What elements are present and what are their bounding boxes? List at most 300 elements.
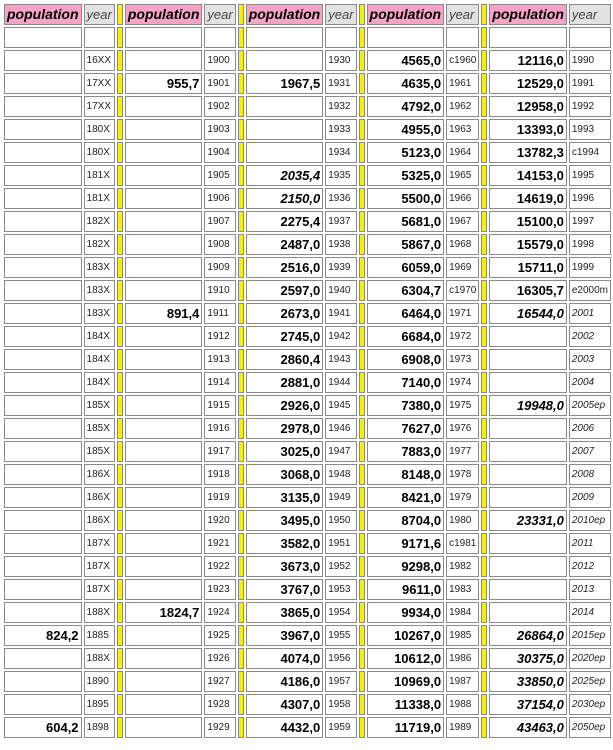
population-cell — [4, 671, 82, 692]
population-cell — [125, 648, 203, 669]
year-cell: 1940 — [325, 280, 356, 301]
year-cell: 183X — [84, 280, 115, 301]
column-separator — [359, 418, 365, 439]
population-cell: 2978,0 — [246, 418, 324, 439]
population-cell — [4, 280, 82, 301]
column-separator — [238, 349, 244, 370]
year-cell — [325, 27, 356, 48]
header-year-3: year — [325, 4, 356, 25]
population-cell: 8148,0 — [367, 464, 445, 485]
year-cell — [446, 27, 479, 48]
column-separator — [359, 50, 365, 71]
year-cell: 2030ep — [569, 694, 611, 715]
year-cell: 2015ep — [569, 625, 611, 646]
header-population-2: population — [125, 4, 203, 25]
table-row — [4, 487, 611, 508]
column-separator — [117, 556, 123, 577]
population-cell — [489, 579, 567, 600]
table-row — [4, 165, 611, 186]
table-row — [4, 648, 611, 669]
header-year-4: year — [446, 4, 479, 25]
column-separator — [359, 556, 365, 577]
year-cell: 1901 — [204, 73, 235, 94]
population-cell — [4, 648, 82, 669]
column-separator — [117, 257, 123, 278]
year-cell: 181X — [84, 188, 115, 209]
year-cell: 1933 — [325, 119, 356, 140]
year-cell: c1981 — [446, 533, 479, 554]
population-cell — [4, 96, 82, 117]
year-cell: 1967 — [446, 211, 479, 232]
column-separator — [117, 464, 123, 485]
column-separator — [117, 533, 123, 554]
population-cell: 2035,4 — [246, 165, 324, 186]
column-separator — [238, 717, 244, 738]
column-separator — [359, 326, 365, 347]
population-cell: 15711,0 — [489, 257, 567, 278]
column-separator — [359, 694, 365, 715]
population-cell — [4, 27, 82, 48]
population-cell — [125, 349, 203, 370]
year-cell: 1975 — [446, 395, 479, 416]
year-cell: 1991 — [569, 73, 611, 94]
population-cell: 2487,0 — [246, 234, 324, 255]
year-cell: 182X — [84, 234, 115, 255]
column-separator — [117, 395, 123, 416]
year-cell: 1966 — [446, 188, 479, 209]
column-separator — [481, 395, 487, 416]
population-cell — [367, 27, 445, 48]
population-cell — [489, 533, 567, 554]
population-cell — [4, 510, 82, 531]
population-cell: 1967,5 — [246, 73, 324, 94]
population-cell — [125, 119, 203, 140]
year-cell: 2013 — [569, 579, 611, 600]
column-separator — [481, 142, 487, 163]
year-cell: 1953 — [325, 579, 356, 600]
header-population-4: population — [367, 4, 445, 25]
column-separator — [359, 372, 365, 393]
year-cell: 1943 — [325, 349, 356, 370]
column-separator — [238, 464, 244, 485]
column-separator — [481, 326, 487, 347]
population-cell: 13393,0 — [489, 119, 567, 140]
population-cell: 26864,0 — [489, 625, 567, 646]
year-cell: 1961 — [446, 73, 479, 94]
population-cell: 891,4 — [125, 303, 203, 324]
header-year-1: year — [84, 4, 115, 25]
table-row — [4, 234, 611, 255]
table-row — [4, 73, 611, 94]
table-row — [4, 303, 611, 324]
column-separator — [117, 142, 123, 163]
population-cell: 12958,0 — [489, 96, 567, 117]
column-separator — [238, 556, 244, 577]
population-cell — [489, 556, 567, 577]
column-separator — [359, 441, 365, 462]
population-cell — [125, 464, 203, 485]
population-cell: 14153,0 — [489, 165, 567, 186]
column-separator — [238, 602, 244, 623]
column-separator — [481, 602, 487, 623]
column-separator — [117, 625, 123, 646]
column-separator — [359, 579, 365, 600]
column-separator — [359, 510, 365, 531]
year-cell: 1995 — [569, 165, 611, 186]
year-cell: 1909 — [204, 257, 235, 278]
column-separator — [481, 73, 487, 94]
column-separator — [481, 211, 487, 232]
column-separator — [117, 372, 123, 393]
population-cell: 23331,0 — [489, 510, 567, 531]
population-cell — [4, 234, 82, 255]
population-cell — [4, 579, 82, 600]
population-cell: 824,2 — [4, 625, 82, 646]
column-separator — [481, 648, 487, 669]
population-cell — [4, 395, 82, 416]
year-cell: 188X — [84, 602, 115, 623]
column-separator — [481, 349, 487, 370]
column-separator — [359, 625, 365, 646]
table-row — [4, 694, 611, 715]
year-cell: 1935 — [325, 165, 356, 186]
population-cell: 5867,0 — [367, 234, 445, 255]
year-cell: 1902 — [204, 96, 235, 117]
column-separator — [117, 648, 123, 669]
population-cell — [125, 395, 203, 416]
population-cell — [125, 510, 203, 531]
year-cell: 1982 — [446, 556, 479, 577]
column-separator — [481, 441, 487, 462]
year-cell: 1999 — [569, 257, 611, 278]
column-separator — [238, 671, 244, 692]
column-separator — [238, 625, 244, 646]
column-separator — [359, 349, 365, 370]
population-cell: 30375,0 — [489, 648, 567, 669]
population-cell: 8704,0 — [367, 510, 445, 531]
population-cell: 5681,0 — [367, 211, 445, 232]
population-cell — [125, 533, 203, 554]
column-separator — [117, 165, 123, 186]
year-cell: 1957 — [325, 671, 356, 692]
year-cell: 1927 — [204, 671, 235, 692]
column-separator — [117, 349, 123, 370]
year-cell: 184X — [84, 372, 115, 393]
year-cell: 183X — [84, 257, 115, 278]
population-cell: 2150,0 — [246, 188, 324, 209]
population-cell: 5500,0 — [367, 188, 445, 209]
year-cell: 187X — [84, 579, 115, 600]
population-cell: 4186,0 — [246, 671, 324, 692]
population-cell — [4, 303, 82, 324]
column-separator — [238, 73, 244, 94]
population-cell: 12116,0 — [489, 50, 567, 71]
population-cell: 4432,0 — [246, 717, 324, 738]
column-separator — [359, 280, 365, 301]
column-separator — [117, 694, 123, 715]
table-row — [4, 50, 611, 71]
year-cell: 1898 — [84, 717, 115, 738]
column-separator — [117, 73, 123, 94]
year-cell: 2001 — [569, 303, 611, 324]
year-cell: 1912 — [204, 326, 235, 347]
column-separator — [238, 694, 244, 715]
column-separator — [359, 234, 365, 255]
year-cell: 1934 — [325, 142, 356, 163]
population-cell: 3865,0 — [246, 602, 324, 623]
column-separator — [481, 717, 487, 738]
population-cell — [125, 579, 203, 600]
population-cell — [125, 717, 203, 738]
population-cell: 3135,0 — [246, 487, 324, 508]
population-cell — [4, 326, 82, 347]
year-cell: 1938 — [325, 234, 356, 255]
population-cell — [246, 50, 324, 71]
year-cell: 1962 — [446, 96, 479, 117]
population-cell — [246, 119, 324, 140]
table-row — [4, 211, 611, 232]
table-row — [4, 349, 611, 370]
population-cell: 2745,0 — [246, 326, 324, 347]
population-cell — [125, 50, 203, 71]
population-cell: 4792,0 — [367, 96, 445, 117]
year-cell: 1987 — [446, 671, 479, 692]
column-separator — [238, 27, 244, 48]
population-cell — [489, 441, 567, 462]
table-row — [4, 625, 611, 646]
year-cell: 181X — [84, 165, 115, 186]
population-cell — [125, 372, 203, 393]
table-row — [4, 602, 611, 623]
year-cell: 1954 — [325, 602, 356, 623]
population-cell: 7627,0 — [367, 418, 445, 439]
population-cell — [125, 234, 203, 255]
column-separator — [359, 27, 365, 48]
year-cell: 2005ep — [569, 395, 611, 416]
population-cell: 10612,0 — [367, 648, 445, 669]
column-separator — [238, 4, 244, 25]
population-cell: 5325,0 — [367, 165, 445, 186]
year-cell: 1930 — [325, 50, 356, 71]
population-cell — [489, 487, 567, 508]
column-separator — [359, 533, 365, 554]
population-cell — [489, 349, 567, 370]
column-separator — [117, 671, 123, 692]
year-cell: 2003 — [569, 349, 611, 370]
year-cell: 1996 — [569, 188, 611, 209]
year-cell: 2008 — [569, 464, 611, 485]
column-separator — [117, 119, 123, 140]
population-cell — [489, 464, 567, 485]
population-cell: 8421,0 — [367, 487, 445, 508]
column-separator — [238, 303, 244, 324]
year-cell: 186X — [84, 487, 115, 508]
table-row — [4, 395, 611, 416]
population-cell — [125, 142, 203, 163]
column-separator — [238, 234, 244, 255]
year-cell: 1974 — [446, 372, 479, 393]
population-cell: 12529,0 — [489, 73, 567, 94]
year-cell: 1993 — [569, 119, 611, 140]
table-row — [4, 464, 611, 485]
year-cell: 1945 — [325, 395, 356, 416]
column-separator — [238, 326, 244, 347]
year-cell: 1895 — [84, 694, 115, 715]
year-cell: 1928 — [204, 694, 235, 715]
year-cell: 1955 — [325, 625, 356, 646]
column-separator — [359, 257, 365, 278]
population-cell: 2516,0 — [246, 257, 324, 278]
column-separator — [238, 372, 244, 393]
table-row — [4, 441, 611, 462]
population-cell — [4, 533, 82, 554]
year-cell: 1918 — [204, 464, 235, 485]
population-cell: 2275,4 — [246, 211, 324, 232]
population-cell — [125, 671, 203, 692]
table-row — [4, 119, 611, 140]
population-cell: 7883,0 — [367, 441, 445, 462]
year-cell — [569, 27, 611, 48]
column-separator — [359, 464, 365, 485]
population-cell — [125, 188, 203, 209]
year-cell: 1947 — [325, 441, 356, 462]
year-cell: 2002 — [569, 326, 611, 347]
year-cell: 2014 — [569, 602, 611, 623]
year-cell: 1917 — [204, 441, 235, 462]
column-separator — [238, 142, 244, 163]
column-separator — [359, 142, 365, 163]
year-cell — [204, 27, 235, 48]
year-cell: 1989 — [446, 717, 479, 738]
column-separator — [117, 579, 123, 600]
year-cell: 1971 — [446, 303, 479, 324]
year-cell: 1915 — [204, 395, 235, 416]
column-separator — [481, 694, 487, 715]
year-cell: 1973 — [446, 349, 479, 370]
population-cell: 6684,0 — [367, 326, 445, 347]
table-row — [4, 188, 611, 209]
year-cell — [84, 27, 115, 48]
header-year-2: year — [204, 4, 235, 25]
population-cell: 43463,0 — [489, 717, 567, 738]
year-cell: 2006 — [569, 418, 611, 439]
column-separator — [359, 671, 365, 692]
population-cell — [4, 349, 82, 370]
year-cell: 1976 — [446, 418, 479, 439]
column-separator — [238, 418, 244, 439]
year-cell: 2009 — [569, 487, 611, 508]
column-separator — [359, 165, 365, 186]
population-cell — [489, 418, 567, 439]
population-cell: 33850,0 — [489, 671, 567, 692]
column-separator — [117, 234, 123, 255]
year-cell: 2012 — [569, 556, 611, 577]
column-separator — [481, 50, 487, 71]
column-separator — [481, 464, 487, 485]
year-cell: 185X — [84, 441, 115, 462]
year-cell: e2000m — [569, 280, 611, 301]
population-cell: 4307,0 — [246, 694, 324, 715]
year-cell: 1968 — [446, 234, 479, 255]
population-cell — [125, 418, 203, 439]
population-cell: 3025,0 — [246, 441, 324, 462]
year-cell: 1951 — [325, 533, 356, 554]
population-cell: 4955,0 — [367, 119, 445, 140]
population-cell — [125, 487, 203, 508]
year-cell: 188X — [84, 648, 115, 669]
column-separator — [481, 579, 487, 600]
year-cell: 183X — [84, 303, 115, 324]
year-cell: 1977 — [446, 441, 479, 462]
year-cell: 1986 — [446, 648, 479, 669]
year-cell: 1932 — [325, 96, 356, 117]
population-cell — [125, 27, 203, 48]
year-cell: 1990 — [569, 50, 611, 71]
population-cell — [489, 326, 567, 347]
population-cell: 1824,7 — [125, 602, 203, 623]
population-cell — [246, 27, 324, 48]
column-separator — [117, 418, 123, 439]
table-body — [4, 27, 611, 738]
column-separator — [117, 487, 123, 508]
column-separator — [238, 441, 244, 462]
year-cell: 1914 — [204, 372, 235, 393]
population-cell: 604,2 — [4, 717, 82, 738]
population-table — [2, 2, 613, 740]
year-cell: 1919 — [204, 487, 235, 508]
column-separator — [117, 441, 123, 462]
column-separator — [117, 4, 123, 25]
year-cell: 1956 — [325, 648, 356, 669]
year-cell: 1950 — [325, 510, 356, 531]
population-cell: 9298,0 — [367, 556, 445, 577]
population-cell: 3068,0 — [246, 464, 324, 485]
population-cell: 3967,0 — [246, 625, 324, 646]
column-separator — [117, 27, 123, 48]
year-cell: 2011 — [569, 533, 611, 554]
column-separator — [117, 717, 123, 738]
column-separator — [238, 280, 244, 301]
year-cell: 1946 — [325, 418, 356, 439]
year-cell: 1997 — [569, 211, 611, 232]
population-cell: 5123,0 — [367, 142, 445, 163]
year-cell: 1972 — [446, 326, 479, 347]
year-cell: 1907 — [204, 211, 235, 232]
population-cell — [4, 372, 82, 393]
year-cell: 1936 — [325, 188, 356, 209]
column-separator — [481, 671, 487, 692]
population-cell: 6304,7 — [367, 280, 445, 301]
population-cell — [125, 96, 203, 117]
column-separator — [481, 303, 487, 324]
column-separator — [238, 119, 244, 140]
year-cell: 1964 — [446, 142, 479, 163]
year-cell: 1913 — [204, 349, 235, 370]
column-separator — [238, 96, 244, 117]
column-separator — [481, 96, 487, 117]
column-separator — [238, 50, 244, 71]
population-cell — [4, 556, 82, 577]
column-separator — [481, 165, 487, 186]
column-separator — [117, 326, 123, 347]
population-cell: 4635,0 — [367, 73, 445, 94]
column-separator — [117, 96, 123, 117]
year-cell: c1994 — [569, 142, 611, 163]
population-cell: 16305,7 — [489, 280, 567, 301]
table-row — [4, 142, 611, 163]
year-cell: 1885 — [84, 625, 115, 646]
year-cell: 1992 — [569, 96, 611, 117]
